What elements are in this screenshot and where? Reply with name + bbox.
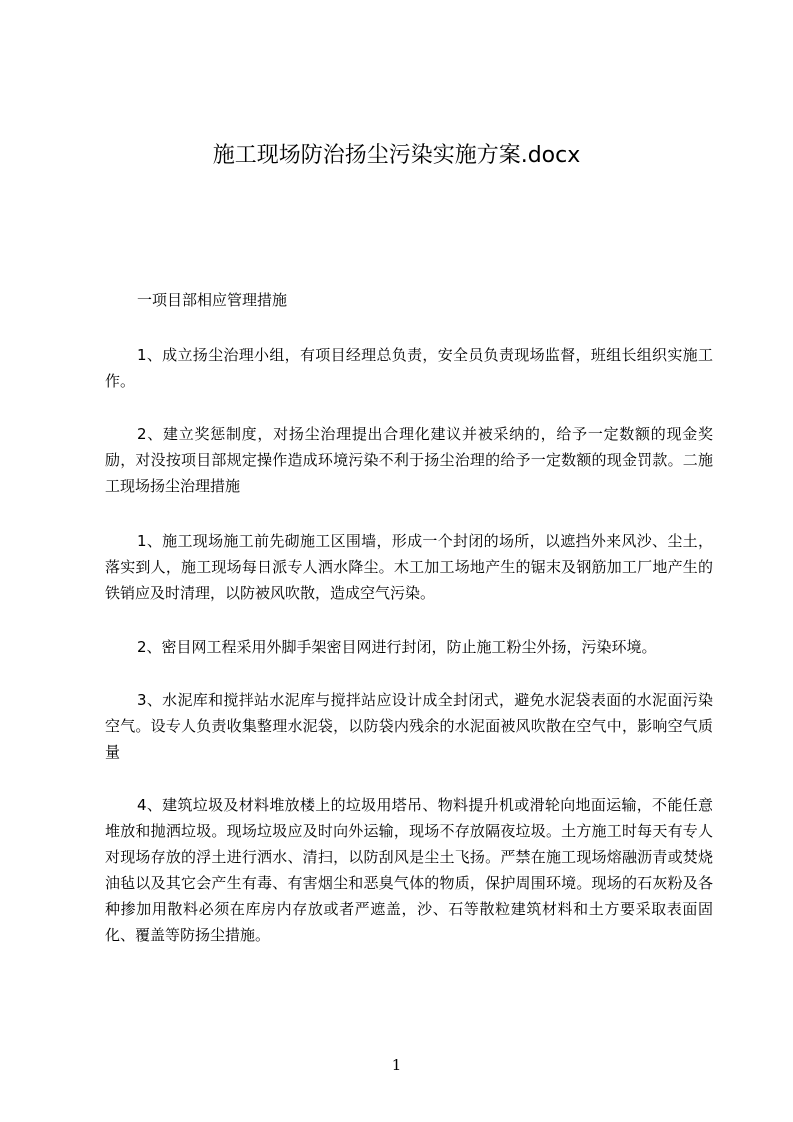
paragraph-5: 3、水泥库和搅拌站水泥库与搅拌站应设计成全封闭式，避免水泥袋表面的水泥面污染空气。设专人负责收集整理水泥袋，以防袋内残余的水泥面被风吹散在空气中，影响空气质量: [105, 691, 713, 761]
paragraph-2: 2、建立奖惩制度，对扬尘治理提出合理化建议并被采纳的，给予一定数额的现金奖励，对没按项目部规定操作造成环境污染不利于扬尘治理的给予一定数额的现金罚款。二施工现场扬尘治理措施: [105, 425, 713, 495]
paragraph-1: 1、成立扬尘治理小组，有项目经理总负责，安全员负责现场监督，班组长组织实施工作。: [105, 346, 713, 390]
paragraph-6: 4、建筑垃圾及材料堆放楼上的垃圾用塔吊、物料提升机或滑轮向地面运输，不能任意堆放和抛洒垃圾。现场垃圾应及时向外运输，现场不存放隔夜垃圾。土方施工时每天有专人对现场存放的浮土进行洒水、清扫，以防刮风是尘土飞扬。严禁在施工现场熔融沥青或焚烧油毡以及其它会产生有毒、有害烟尘和恶臭气体的物质，保护周围环境。现场的石灰粉及各种掺加用散料必须在库房内存放或者严遮盖，沙、石等散粒建筑材料和土方要采取表面固化、覆盖等防扬尘措施。: [105, 796, 713, 944]
document-title: 施工现场防治扬尘污染实施方案.docx: [212, 143, 581, 168]
paragraph-4: 2、密目网工程采用外脚手架密目网进行封闭，防止施工粉尘外扬，污染环境。: [137, 638, 657, 656]
paragraph-3: 1、施工现场施工前先砌施工区围墙，形成一个封闭的场所，以遮挡外来风沙、尘土，落实到人，施工现场每日派专人洒水降尘。木工加工场地产生的锯末及钢筋加工厂地产生的铁销应及时清理，以防被风吹散，造成空气污染。: [105, 532, 713, 602]
page-number: 1: [391, 1056, 402, 1074]
section-heading: 一项目部相应管理措施: [137, 291, 288, 309]
